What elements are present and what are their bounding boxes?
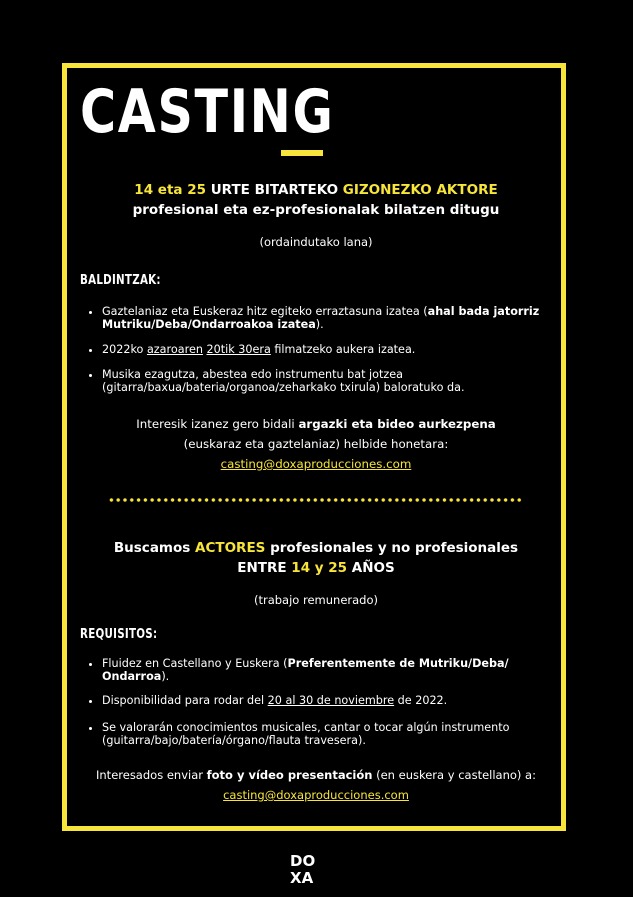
eu-requirements-list-3 bbox=[86, 368, 557, 394]
page-title: CASTING bbox=[80, 77, 335, 147]
eu-req1-end: ). bbox=[315, 318, 324, 331]
eu-contact bbox=[66, 414, 566, 474]
es-headline-post: profesionales y no profesionales bbox=[265, 540, 519, 556]
es-headline bbox=[66, 538, 566, 578]
es-headline-pre: Buscamos bbox=[113, 540, 196, 556]
eu-requirements-list bbox=[86, 305, 557, 331]
es-contact-pre: Interesados enviar bbox=[96, 768, 207, 782]
logo-text-bottom: XA bbox=[290, 869, 314, 886]
eu-req2-date-month: azaroaren bbox=[146, 343, 203, 356]
eu-paid-note: (ordaindutako lana) bbox=[259, 235, 373, 249]
es-req2-pre: Disponibilidad para rodar del bbox=[102, 694, 268, 707]
eu-requirements-list-2 bbox=[86, 343, 557, 356]
eu-req2-date-range: 20tik 30era bbox=[206, 343, 271, 356]
es-req1-end: ). bbox=[161, 670, 170, 683]
eu-req2-pre: 2022ko bbox=[102, 343, 147, 356]
es-req2-date-range: 20 al 30 de noviembre bbox=[267, 694, 395, 707]
es-req2-post: de 2022. bbox=[394, 694, 448, 707]
eu-req1-text: Gaztelaniaz eta Euskeraz hitz egiteko erraztasuna izatea ( bbox=[102, 305, 428, 318]
eu-headline-line2: profesional eta ez-profesionalak bilatzen ditugu bbox=[132, 202, 500, 218]
es-contact-bold: foto y vídeo presentación bbox=[206, 768, 373, 782]
section-divider bbox=[108, 496, 524, 504]
logo-text-top: DO bbox=[290, 852, 316, 870]
eu-email-link[interactable]: casting@doxaproducciones.com bbox=[220, 457, 412, 471]
eu-contact-bold: argazki eta bideo aurkezpena bbox=[298, 417, 496, 431]
es-req1-text: Fluidez en Castellano y Euskera ( bbox=[102, 657, 288, 670]
list-item bbox=[102, 305, 557, 331]
es-requirements-list-2 bbox=[86, 694, 557, 707]
es-contact-post: (en euskera y castellano) a: bbox=[372, 768, 536, 782]
list-item bbox=[102, 368, 557, 394]
eu-section-label: BALDINTZAK: bbox=[80, 273, 161, 288]
es-requirements-list bbox=[86, 657, 557, 683]
list-item bbox=[102, 694, 557, 707]
list-item bbox=[102, 343, 557, 356]
es-req3-text: Se valorarán conocimientos musicales, cantar o tocar algún instrumento (guitarra/bajo/batería/órgano/flauta travesera). bbox=[102, 721, 510, 747]
es-role: ACTORES bbox=[195, 540, 266, 556]
eu-age-range: 14 eta 25 bbox=[134, 182, 206, 198]
es-email-link[interactable]: casting@doxaproducciones.com bbox=[223, 788, 409, 802]
eu-contact-line2: (euskaraz eta gaztelaniaz) helbide honetara: bbox=[183, 437, 449, 451]
eu-req3-text: Musika ezagutza, abestea edo instrumentu bat jotzea (gitarra/baxua/bateria/organoa/zeharkako txirula) baloratuko da. bbox=[102, 368, 465, 394]
es-requirements-list-3 bbox=[86, 721, 557, 747]
title-underscore-bar bbox=[281, 150, 323, 156]
eu-req2-post: filmatzeko aukera izatea. bbox=[270, 343, 416, 356]
list-item bbox=[102, 721, 557, 747]
eu-headline bbox=[66, 180, 566, 220]
eu-role: GIZONEZKO AKTORE bbox=[342, 182, 498, 198]
eu-headline-mid: URTE BITARTEKO bbox=[206, 182, 343, 198]
list-item bbox=[102, 657, 557, 683]
es-contact bbox=[66, 765, 566, 805]
es-section-label: REQUISITOS: bbox=[80, 627, 158, 642]
eu-req1-bold: ahal bada jatorriz Mutriku/Deba/Ondarroakoa izatea bbox=[102, 305, 540, 331]
doxa-logo bbox=[288, 850, 344, 886]
es-req1-bold: Preferentemente de Mutriku/Deba/ Ondarroa bbox=[102, 657, 509, 683]
es-headline-line2-pre: ENTRE bbox=[237, 560, 292, 576]
es-paid-note: (trabajo remunerado) bbox=[253, 593, 378, 607]
eu-contact-pre: Interesik izanez gero bidali bbox=[136, 417, 299, 431]
es-headline-line2-post: AÑOS bbox=[347, 560, 395, 576]
es-age-range: 14 y 25 bbox=[291, 560, 348, 576]
